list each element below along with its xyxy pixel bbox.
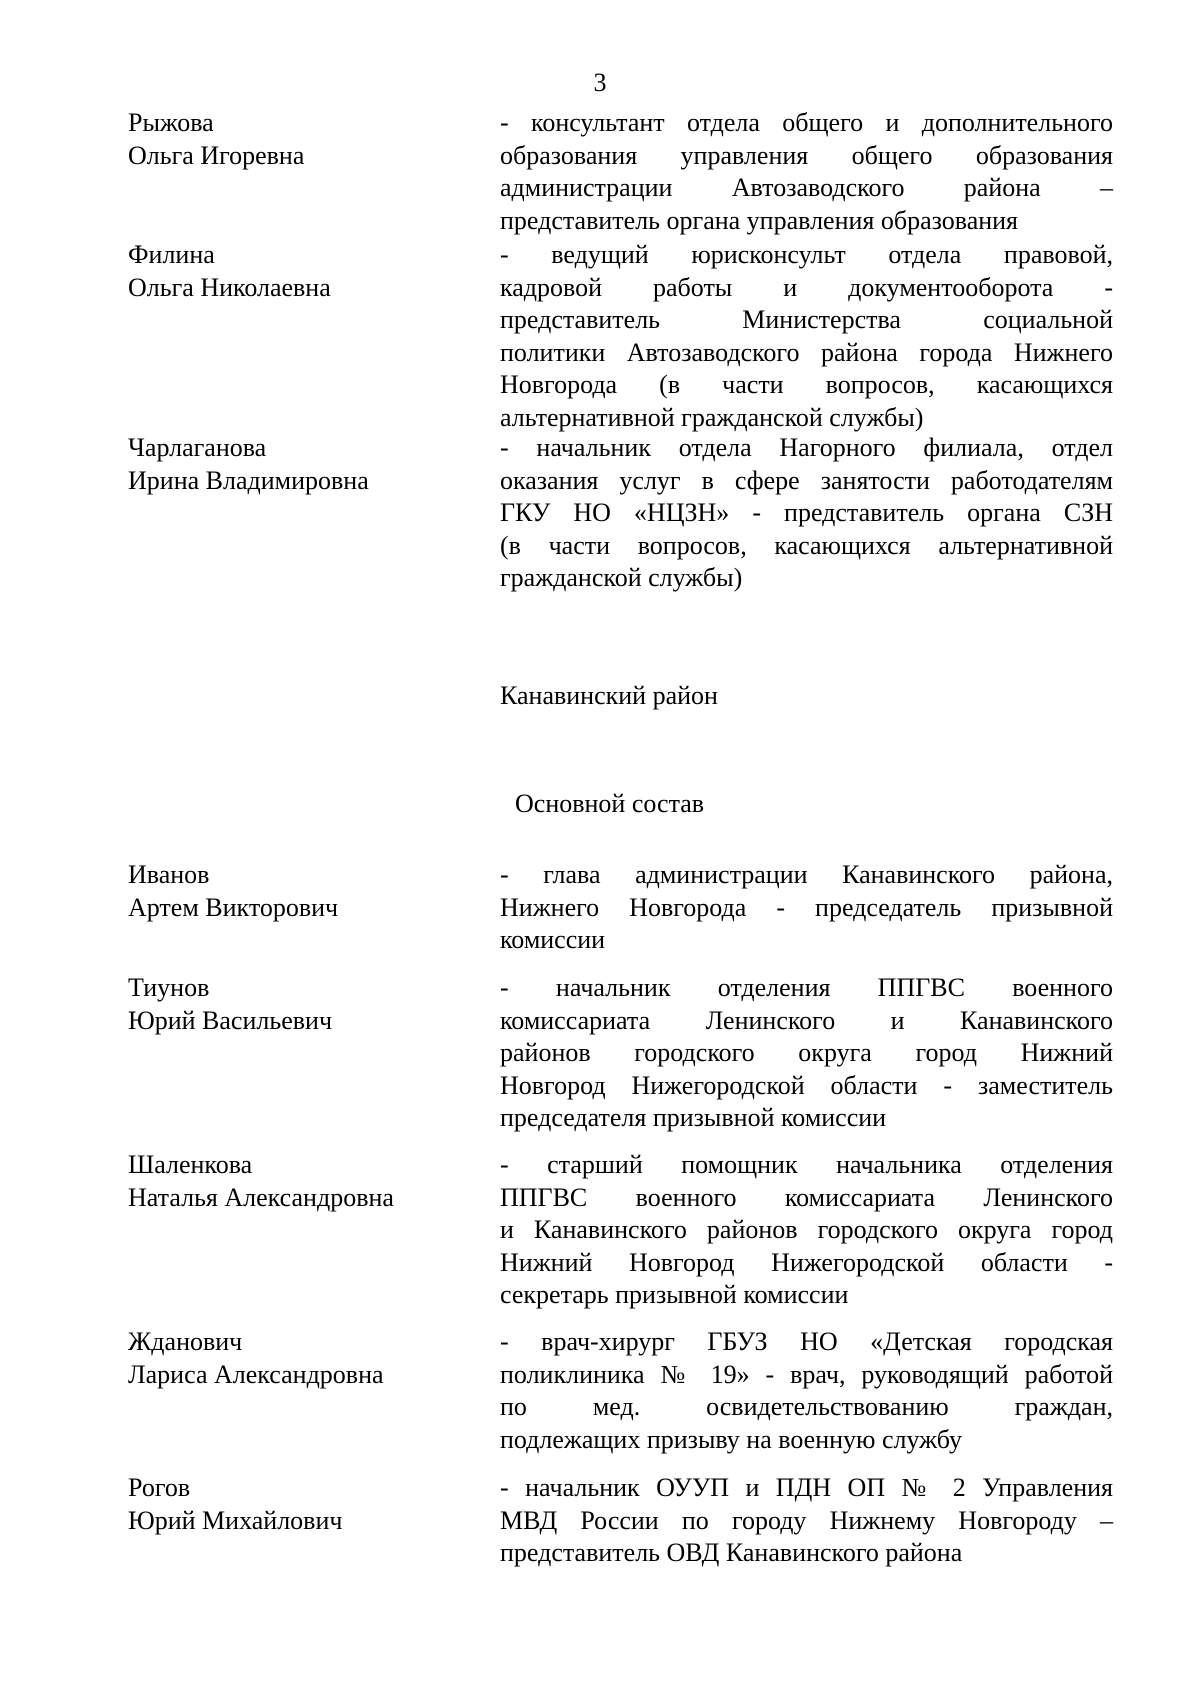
role-line: оказания услуг в сфере занятости работодателям — [500, 465, 1113, 495]
role-line: кадровой работы и документооборота - — [500, 272, 1113, 302]
role-line: Новгород Нижегородской области - заместитель — [500, 1070, 1113, 1100]
role-line: представитель Министерства социальной — [500, 305, 1113, 335]
role-line: политики Автозаводского района города Нижнего — [500, 337, 1113, 367]
role-line: - начальник ОУУП и ПДН ОП № 2 Управления — [500, 1473, 1113, 1502]
role-line: представитель ОВД Канавинского района — [500, 1538, 963, 1568]
role-line: секретарь призывной комиссии — [500, 1280, 849, 1310]
member-name — [128, 239, 468, 304]
role-line: по мед. освидетельствованию граждан, — [500, 1392, 1113, 1422]
member-surname: Чарлаганова — [128, 433, 267, 462]
member-surname: Филина — [128, 240, 215, 269]
district-heading: Канавинский район — [500, 681, 718, 710]
member-given-names: Наталья Александровна — [128, 1182, 394, 1212]
member-name — [128, 972, 468, 1037]
role-line: районов городского округа город Нижний — [500, 1038, 1113, 1068]
member-surname: Шаленкова — [128, 1150, 253, 1179]
role-line: - начальник отдела Нагорного филиала, отдел — [500, 433, 1113, 462]
member-name — [128, 432, 468, 497]
member-role — [500, 432, 1113, 595]
role-line: альтернативной гражданской службы) — [500, 402, 924, 432]
role-line: - начальник отделения ППГВС военного — [500, 973, 1113, 1002]
member-surname: Рыжова — [128, 108, 214, 137]
member-name — [128, 1472, 468, 1537]
member-name — [128, 1149, 468, 1214]
composition-heading: Основной состав — [515, 789, 705, 818]
member-role — [500, 972, 1113, 1135]
member-name — [128, 1326, 468, 1391]
role-line: гражданской службы) — [500, 563, 743, 593]
role-line: - старший помощник начальника отделения — [500, 1150, 1113, 1179]
member-given-names: Юрий Васильевич — [128, 1005, 333, 1035]
member-role — [500, 1326, 1113, 1456]
role-line: председателя призывной комиссии — [500, 1103, 887, 1133]
member-given-names: Лариса Александровна — [128, 1359, 384, 1389]
member-surname: Рогов — [128, 1473, 191, 1502]
role-line: представитель органа управления образования — [500, 205, 1019, 235]
role-line: МВД России по городу Нижнему Новгороду – — [500, 1505, 1113, 1535]
member-surname: Жданович — [128, 1327, 243, 1356]
role-line: Новгорода (в части вопросов, касающихся — [500, 370, 1113, 400]
member-given-names: Юрий Михайлович — [128, 1505, 343, 1535]
role-line: - консультант отдела общего и дополнительного — [500, 108, 1113, 137]
role-line: Нижнего Новгорода - председатель призывной — [500, 892, 1113, 922]
member-given-names: Ирина Владимировна — [128, 465, 369, 495]
member-given-names: Ольга Игоревна — [128, 140, 305, 170]
role-line: комиссариата Ленинского и Канавинского — [500, 1005, 1113, 1035]
page-number: 3 — [593, 68, 607, 97]
role-line: администрации Автозаводского района – — [500, 173, 1113, 203]
role-line: - врач-хирург ГБУЗ НО «Детская городская — [500, 1327, 1113, 1356]
member-given-names: Ольга Николаевна — [128, 272, 331, 302]
role-line: ГКУ НО «НЦЗН» - представитель органа СЗН — [500, 498, 1113, 528]
role-line: - ведущий юрисконсульт отдела правовой, — [500, 240, 1113, 269]
role-line: комиссии — [500, 925, 606, 955]
role-line: Нижний Новгород Нижегородской области - — [500, 1247, 1113, 1277]
member-role — [500, 239, 1113, 435]
member-given-names: Артем Викторович — [128, 892, 339, 922]
member-role — [500, 1472, 1113, 1570]
member-surname: Иванов — [128, 860, 210, 889]
member-name — [128, 859, 468, 924]
member-role — [500, 107, 1113, 237]
role-line: поликлиника № 19» - врач, руководящий работой — [500, 1359, 1113, 1389]
role-line: образования управления общего образования — [500, 140, 1113, 170]
role-line: - глава администрации Канавинского района, — [500, 860, 1113, 889]
member-role — [500, 1149, 1113, 1312]
role-line: (в части вопросов, касающихся альтернативной — [500, 530, 1113, 560]
role-line: подлежащих призыву на военную службу — [500, 1424, 962, 1454]
role-line: ППГВС военного комиссариата Ленинского — [500, 1182, 1113, 1212]
role-line: и Канавинского районов городского округа город — [500, 1215, 1113, 1245]
member-name — [128, 107, 468, 172]
member-role — [500, 859, 1113, 957]
member-surname: Тиунов — [128, 973, 210, 1002]
